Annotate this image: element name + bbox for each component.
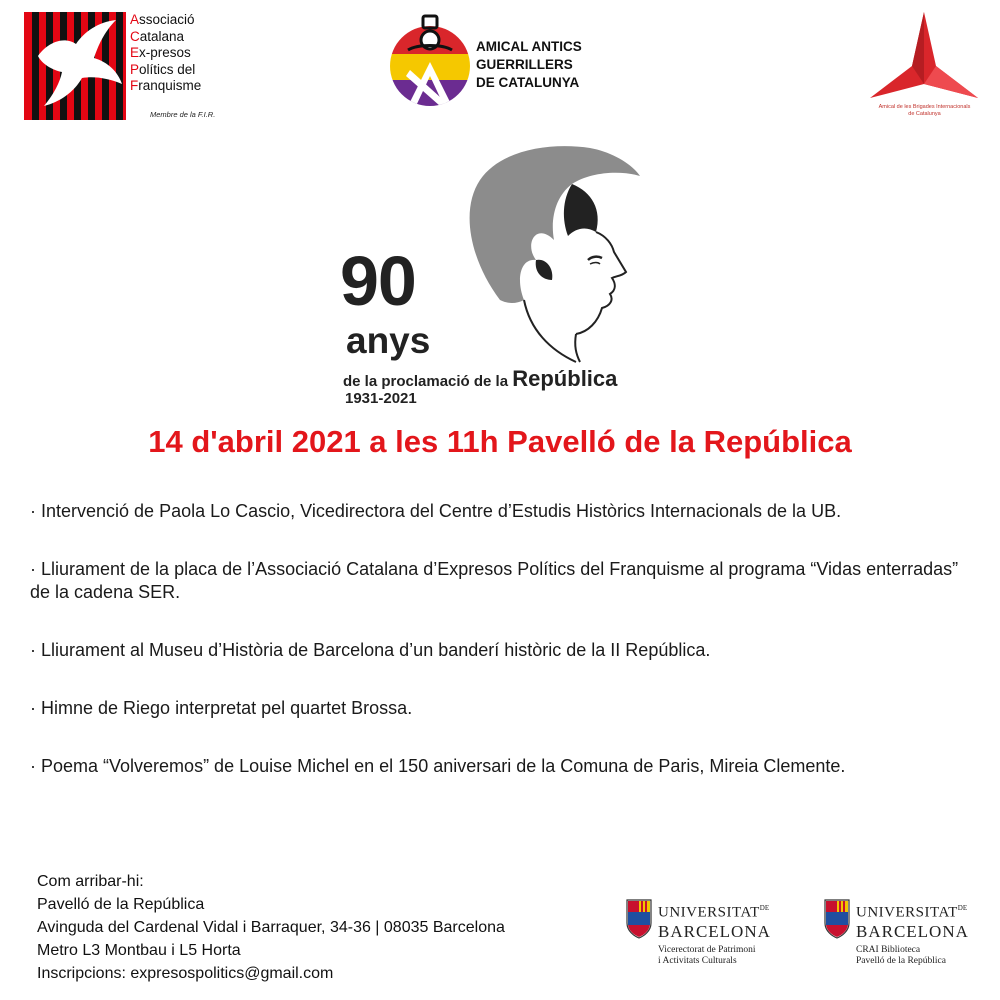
three-pointed-star-icon — [862, 10, 987, 102]
program-item-5: · Poema “Volveremos” de Louise Michel en el 150 aniversari de la Comuna de Paris, Mireia Clemente. — [30, 756, 846, 776]
anniversary-emblem — [340, 140, 670, 410]
directions-metro: Metro L3 Montbau i L5 Horta — [37, 942, 241, 959]
ub-shield-icon — [824, 899, 850, 939]
ub-universitat: UNIVERSITAT — [856, 904, 958, 921]
directions-address: Avinguda del Cardenal Vidal i Barraquer, 34-36 | 08035 Barcelona — [37, 919, 505, 936]
amical-line-2: GUERRILLERS — [476, 57, 573, 72]
brigades-logo — [862, 10, 987, 125]
ub-department-line-1: Vicerectorat de Patrimoni — [658, 945, 756, 955]
anniversary-years: 1931-2021 — [345, 390, 417, 407]
acepf-member-note: Membre de la F.I.R. — [150, 110, 216, 119]
program-item-3: · Lliurament al Museu d’Història de Barcelona d’un banderí històric de la II República. — [30, 640, 711, 660]
amical-line-1: AMICAL ANTICS — [476, 39, 582, 54]
ub-department — [658, 945, 756, 967]
program-list — [30, 500, 980, 778]
acepf-logo — [24, 12, 224, 122]
program-item-4: · Himne de Riego interpretat pel quartet Brossa. — [30, 698, 413, 718]
acepf-line-4: Polítics del — [130, 61, 196, 77]
acepf-line-1: Associació — [130, 12, 195, 27]
ub-department-line-1: CRAI Biblioteca — [856, 945, 921, 955]
anniversary-word: anys — [346, 320, 431, 361]
ub-universitat: UNIVERSITAT — [658, 904, 760, 921]
directions-block — [37, 870, 505, 985]
acepf-name — [130, 12, 201, 95]
directions-heading: Com arribar-hi: — [37, 873, 144, 890]
ub-department — [856, 945, 946, 967]
event-headline: 14 d'abril 2021 a les 11h Pavelló de la República — [148, 424, 852, 459]
brigades-caption — [862, 104, 987, 118]
amical-line-3: DE CATALUNYA — [476, 75, 580, 90]
brigades-caption-line-2: de Catalunya — [908, 111, 941, 117]
ub-department-line-2: i Activitats Culturals — [658, 956, 737, 966]
acepf-line-5: Franquisme — [130, 78, 202, 93]
acepf-line-3: Ex-presos — [130, 45, 191, 60]
prison-bars-dove-icon — [24, 12, 126, 120]
ub-de: DE — [759, 904, 770, 912]
anniversary-phrase-text: de la proclamació de la — [343, 373, 509, 390]
ub-de: DE — [957, 904, 968, 912]
anniversary-phrase — [343, 366, 617, 392]
ub-name — [856, 899, 969, 941]
ub-barcelona: BARCELONA — [856, 922, 969, 942]
guerrilla-emblem-icon — [388, 10, 478, 110]
program-item-2: · Lliurament de la placa de l’Associació Catalana d’Expresos Polítics del Franquisme al programa “Vidas enterradas” de la cadena SER. — [30, 559, 959, 602]
anniversary-number: 90 — [340, 242, 416, 320]
anniversary-republic: República — [512, 366, 618, 391]
directions-signup: Inscripcions: expresospolitics@gmail.com — [37, 965, 334, 982]
ub-department-line-2: Pavelló de la República — [856, 956, 946, 966]
amical-logo — [388, 10, 618, 110]
ub-shield-icon — [626, 899, 652, 939]
ub-barcelona: BARCELONA — [658, 922, 771, 942]
ub-name — [658, 899, 771, 941]
amical-name — [476, 38, 582, 92]
directions-place: Pavelló de la República — [37, 896, 205, 913]
brigades-caption-line-1: Amical de les Brigades Internacionals — [878, 104, 971, 110]
ub-crai-logo — [824, 893, 994, 973]
ub-patrimoni-logo — [626, 893, 796, 973]
program-item-1: · Intervenció de Paola Lo Cascio, Vicedirectora del Centre d’Estudis Històrics Internacionals de la UB. — [30, 501, 842, 521]
acepf-line-2: Catalana — [130, 28, 185, 44]
